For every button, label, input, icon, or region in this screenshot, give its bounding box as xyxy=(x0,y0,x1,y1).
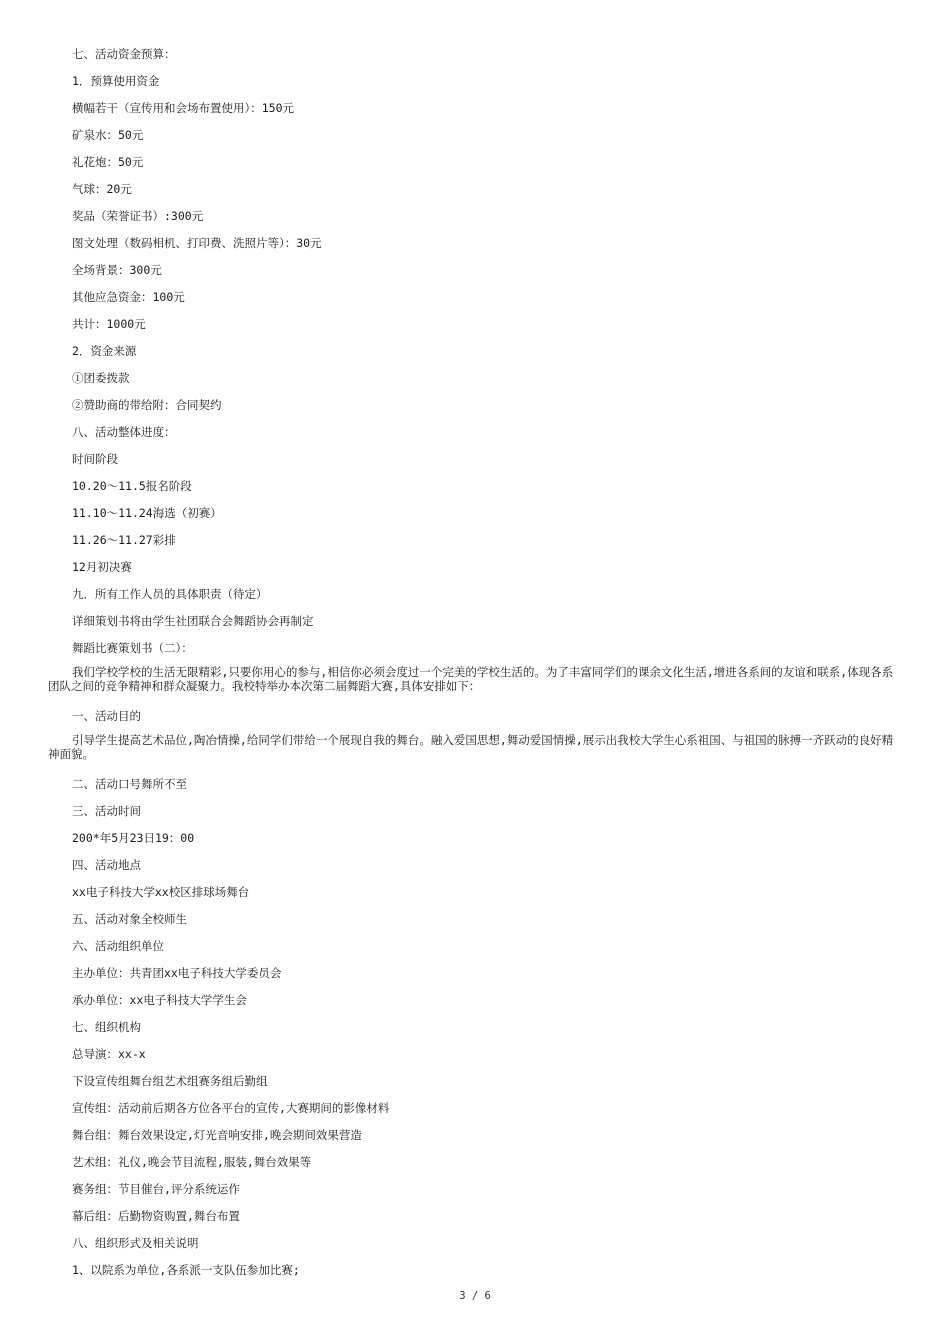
intro-paragraph: 我们学校学校的生活无限精彩,只要你用心的参与,相信你必须会度过一个完美的学校生活的。为了丰富同学们的课余文化生活,增进各系间的友谊和联系,体现各系团队之间的竞争精神和群众凝聚力。我校特举办本次第二届舞蹈大赛,具体安排如下： xyxy=(48,665,894,693)
text-line: 1、以院系为单位,各系派一支队伍参加比赛; xyxy=(72,1263,300,1277)
text-line: 舞蹈比赛策划书（二）： xyxy=(72,641,193,655)
text-line: 下设宣传组舞台组艺术组赛务组后勤组 xyxy=(72,1074,268,1088)
page-number: 3 / 6 xyxy=(459,1290,491,1302)
text-line: 时间阶段 xyxy=(72,452,118,466)
text-line: 艺术组：礼仪,晚会节目流程,服装,舞台效果等 xyxy=(72,1155,312,1169)
text-line: 五、活动对象全校师生 xyxy=(72,912,187,926)
text-line: 七、活动资金预算： xyxy=(72,47,176,61)
text-line: 全场背景：300元 xyxy=(72,263,162,277)
text-line: 其他应急资金：100元 xyxy=(72,290,185,304)
text-line: 11.26～11.27彩排 xyxy=(72,533,176,547)
text-line: 八、组织形式及相关说明 xyxy=(72,1236,199,1250)
text-line: 八、活动整体进度： xyxy=(72,425,176,439)
text-line: 九．所有工作人员的具体职责（待定） xyxy=(72,587,268,601)
text-line: 总导演：xx-x xyxy=(72,1047,146,1061)
text-line: 详细策划书将由学生社团联合会舞蹈协会再制定 xyxy=(72,614,314,628)
section-event-details xyxy=(48,771,896,1284)
text-line: xx电子科技大学xx校区排球场舞台 xyxy=(72,885,250,899)
text-line: 主办单位：共青团xx电子科技大学委员会 xyxy=(72,966,282,980)
document-body xyxy=(48,41,896,1284)
text-line: 二、活动口号舞所不至 xyxy=(72,777,187,791)
text-line: 200*年5月23日19：00 xyxy=(72,831,195,845)
text-line: 七、组织机构 xyxy=(72,1020,141,1034)
text-line: 气球：20元 xyxy=(72,182,132,196)
text-line: 横幅若干（宣传用和会场布置使用）：150元 xyxy=(72,101,295,115)
text-line: 宣传组：活动前后期各方位各平台的宣传,大赛期间的影像材料 xyxy=(72,1101,390,1115)
text-line: ②赞助商的带给附：合同契约 xyxy=(72,398,222,412)
section-heading-purpose: 一、活动目的 xyxy=(72,709,141,723)
text-line: 11.10～11.24海选（初赛） xyxy=(72,506,222,520)
text-line: 矿泉水：50元 xyxy=(72,128,144,142)
text-line: 幕后组：后勤物资购置,舞台布置 xyxy=(72,1209,240,1223)
text-line: 四、活动地点 xyxy=(72,858,141,872)
text-line: 赛务组：节目催台,评分系统运作 xyxy=(72,1182,240,1196)
text-line: 10.20～11.5报名阶段 xyxy=(72,479,192,493)
text-line: 1．预算使用资金 xyxy=(72,74,160,88)
text-line: 承办单位：xx电子科技大学学生会 xyxy=(72,993,247,1007)
text-line: 舞台组：舞台效果设定,灯光音响安排,晚会期间效果营造 xyxy=(72,1128,362,1142)
text-line: 图文处理（数码相机、打印费、洗照片等）：30元 xyxy=(72,236,322,250)
text-line: ①团委拨款 xyxy=(72,371,130,385)
section-budget-and-schedule xyxy=(48,41,896,662)
text-line: 奖品（荣誉证书）:300元 xyxy=(72,209,204,223)
text-line: 三、活动时间 xyxy=(72,804,141,818)
purpose-paragraph: 引导学生提高艺术品位,陶冶情操,给同学们带给一个展现自我的舞台。融入爱国思想,舞动爱国情操,展示出我校大学生心系祖国、与祖国的脉搏一齐跃动的良好精神面貌。 xyxy=(48,733,894,761)
text-line: 12月初决赛 xyxy=(72,560,132,574)
text-line: 六、活动组织单位 xyxy=(72,939,164,953)
text-line: 2．资金来源 xyxy=(72,344,137,358)
text-line: 礼花炮：50元 xyxy=(72,155,144,169)
text-line: 共计：1000元 xyxy=(72,317,146,331)
